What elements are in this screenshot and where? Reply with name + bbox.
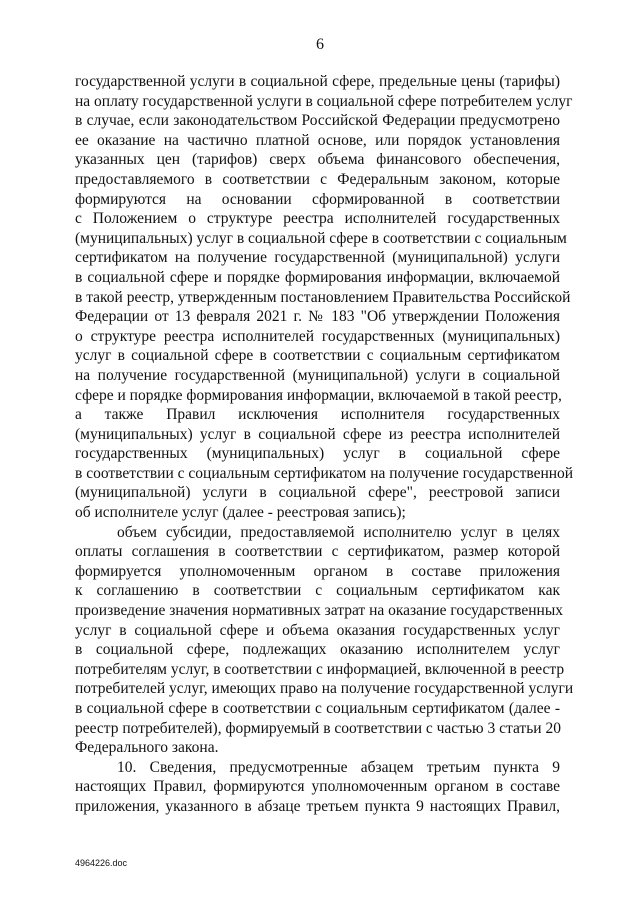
text-line: потребителей услуг, имеющих право на получение государственной услуги — [75, 680, 574, 698]
text-line: в случае, если законодательством Российской Федерации предусмотрено — [75, 112, 560, 130]
text-line: настоящих Правил, формируются уполномоченным органом в составе — [75, 778, 560, 796]
text-line: государственной услуги в социальной сфере, предельные цены (тарифы) — [75, 73, 560, 90]
text-line: объем субсидии, предоставляемой исполнителю услуг в целях — [117, 523, 560, 541]
text-line: ее оказание на частично платной основе, или порядок установления — [75, 131, 560, 149]
text-line: в социальной сфере в соответствии с социальным сертификатом (далее - — [75, 700, 560, 717]
text-line: государственных (муниципальных) услуг в социальной сфере — [75, 445, 560, 463]
text-line: реестр потребителей), формируемый в соответствии с частью 3 статьи 20 — [75, 719, 561, 737]
page-number: 6 — [316, 36, 324, 53]
text-line: к соглашению в соответствии с социальным сертификатом как — [75, 582, 560, 600]
text-line: на получение государственной (муниципальной) услуги в социальной — [75, 366, 560, 384]
text-line: (муниципальных) услуг в социальной сфере в соответствии с социальным — [75, 229, 567, 247]
text-line: сфере и порядке формирования информации, включаемой в такой реестр, — [75, 386, 562, 404]
text-line: услуг в социальной сфере в соответствии с социальным сертификатом — [75, 347, 560, 365]
text-line: указанных цен (тарифов) сверх объема финансового обеспечения, — [75, 151, 560, 169]
document-body — [75, 72, 574, 817]
document-file-code: 4964226.doc — [75, 858, 128, 868]
text-line: (муниципальных) услуг в социальной сфере из реестра исполнителей — [75, 425, 560, 443]
text-line: 10. Сведения, предусмотренные абзацем третьим пункта 9 — [117, 758, 560, 776]
text-line: формируются на основании сформированной в соответствии — [75, 190, 560, 208]
text-line: приложения, указанного в абзаце третьем пункта 9 настоящих Правил, — [75, 797, 560, 815]
text-line: (муниципальной) услуги в социальной сфере", реестровой записи — [75, 484, 560, 502]
text-line: об исполнителе услуг (далее - реестровая запись); — [75, 504, 406, 522]
text-line: услуг в социальной сфере и объема оказания государственных услуг — [75, 621, 560, 639]
text-line: произведение значения нормативных затрат на оказание государственных — [75, 602, 563, 620]
text-line: на оплату государственной услуги в социальной сфере потребителем услуг — [75, 92, 573, 110]
text-line: Федерального закона. — [75, 739, 219, 757]
text-line: с Положением о структуре реестра исполнителей государственных — [75, 210, 560, 228]
text-line: о структуре реестра исполнителей государственных (муниципальных) — [75, 327, 560, 345]
text-line: Федерации от 13 февраля 2021 г. № 183 "Об утверждении Положения — [75, 308, 560, 326]
text-line: предоставляемого в соответствии с Федеральным законом, которые — [75, 170, 560, 188]
text-line: в такой реестр, утвержденным постановлением Правительства Российской — [75, 288, 571, 306]
text-line: в соответствии с социальным сертификатом на получение государственной — [75, 464, 574, 482]
text-line: потребителям услуг, в соответствии с информацией, включенной в реестр — [75, 660, 565, 678]
text-line: формируется уполномоченным органом в составе приложения — [75, 562, 560, 580]
text-line: сертификатом на получение государственной (муниципальной) услуги — [75, 249, 560, 267]
text-line: в социальной сфере, подлежащих оказанию исполнителем услуг — [75, 641, 560, 659]
text-line: а также Правил исключения исполнителя государственных — [75, 406, 560, 424]
text-line: оплаты соглашения в соответствии с сертификатом, размер которой — [75, 543, 560, 561]
text-line: в социальной сфере и порядке формирования информации, включаемой — [75, 268, 560, 286]
